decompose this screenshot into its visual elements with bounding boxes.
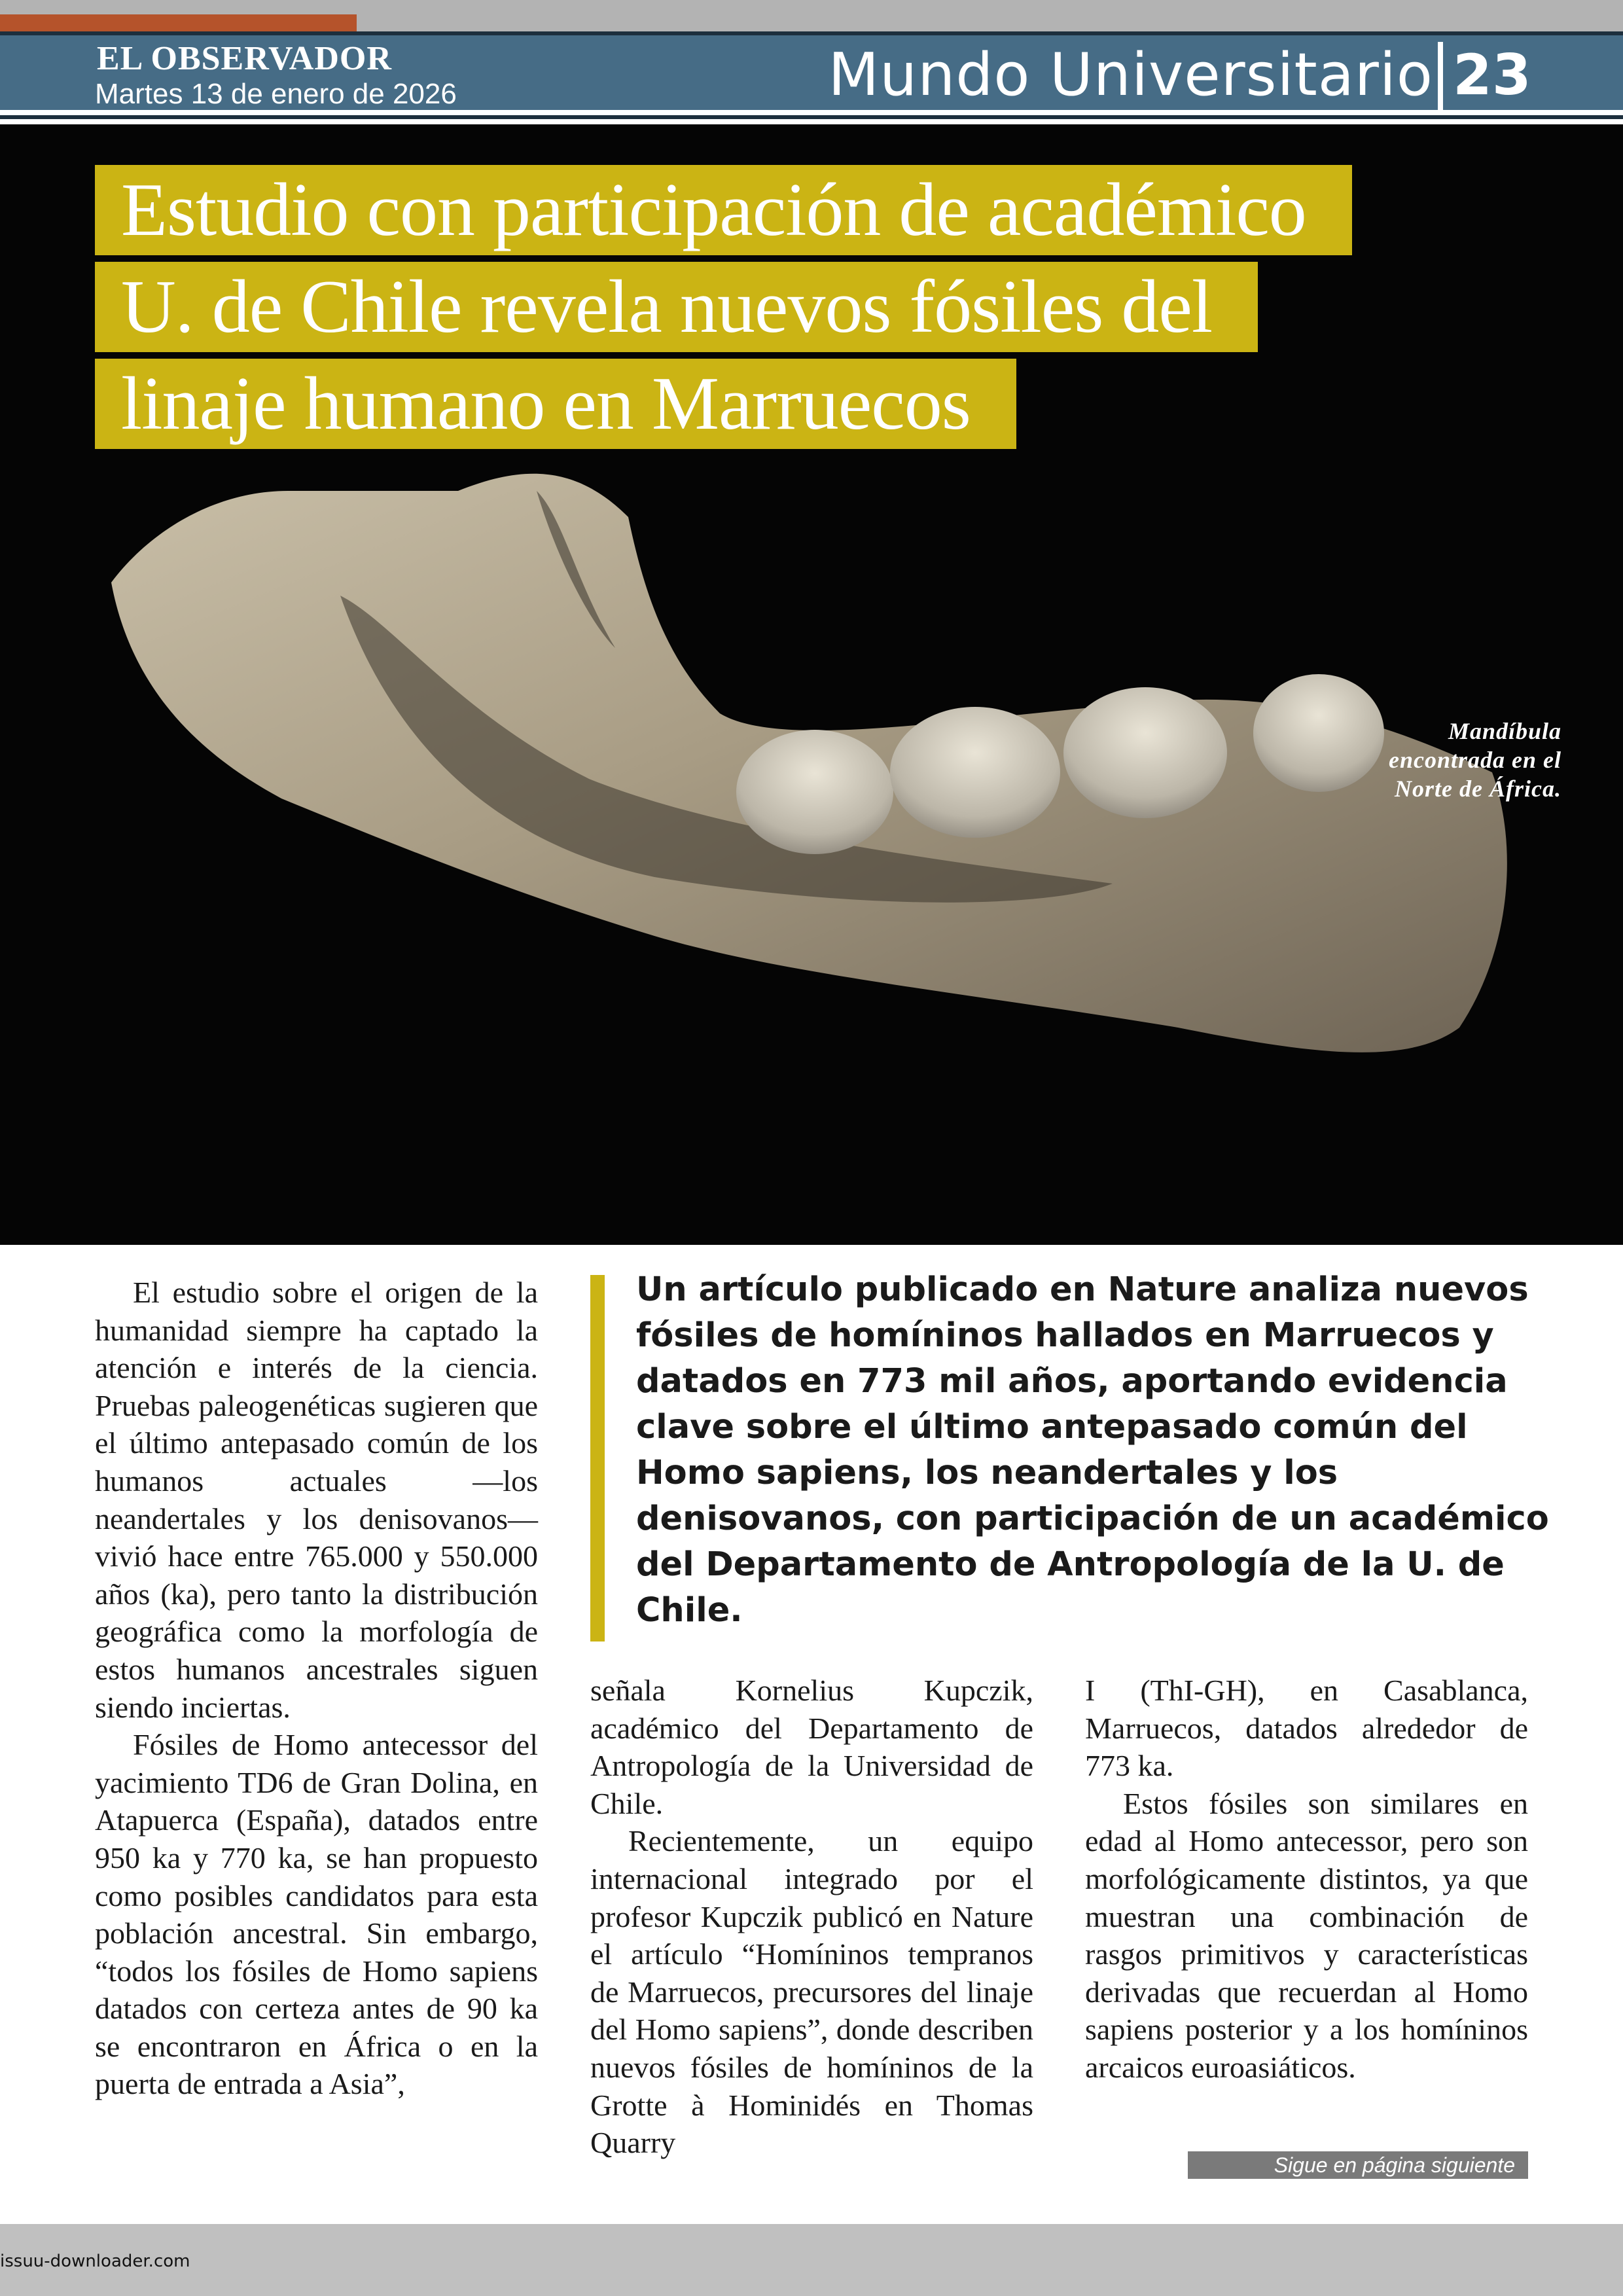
top-accent-bar — [0, 14, 357, 31]
headline-line-3: linaje humano en Marruecos — [95, 359, 1016, 449]
headline-line-2: U. de Chile revela nuevos fósiles del — [95, 262, 1258, 352]
tooth-2 — [890, 707, 1060, 838]
paragraph: Fósiles de Homo antecessor del yacimiento TD6 de Gran Dolina, en Atapuerca (España), datados entre 950 ka y 770 ka, se han propuesto como posibles candidatos para esta población ancestral. Sin embargo, “todos los fósiles de Homo sapiens datados con certeza antes de 90 ka se encontraron en África o en la puerta de entrada a Asia”, — [95, 1728, 538, 2101]
deck-summary: Un artículo publicado en Nature analiza nuevos fósiles de homíninos hallados en Marruecos y datados en 773 mil años, aportando evidencia clave sobre el último antepasado común del Homo sapiens, los neandertales y los denisovanos, con participación de un académico del Departamento de Antropología de la U. de Chile. — [636, 1270, 1549, 1630]
tooth-1 — [736, 730, 893, 854]
photo-caption: Mandíbula encontrada en el Norte de África. — [1389, 718, 1561, 802]
paragraph: El estudio sobre el origen de la humanidad siempre ha captado la atención e interés de la ciencia. Pruebas paleogenéticas sugieren que el último antepasado común de los humanos actuales —los neandertales y los denisovanos— vivió hace entre 765.000 y 550.000 años (ka), pero tanto la distribución geográfica como la morfología de estos humanos ancestrales siguen siendo inciertas. — [95, 1276, 538, 1724]
body-column-3 — [1085, 1672, 1528, 2087]
page-header — [0, 31, 1623, 115]
paragraph: señala Kornelius Kupczik, académico del Departamento de Antropología de la Universidad de Chile. — [590, 1674, 1033, 1820]
body-column-1 — [95, 1274, 538, 2103]
tooth-3 — [1063, 687, 1227, 818]
body-column-2 — [590, 1672, 1033, 2162]
page-divider — [1438, 42, 1443, 111]
dateline: Martes 13 de enero de 2026 — [95, 78, 457, 110]
page-number: 23 — [1453, 43, 1531, 108]
section-title: Mundo Universitario — [828, 41, 1433, 109]
headline — [95, 165, 1535, 456]
deck-accent-bar — [590, 1275, 605, 1641]
footer-watermark: issuu-downloader.com — [0, 2251, 190, 2271]
paragraph: I (ThI-GH), en Casablanca, Marruecos, datados alrededor de 773 ka. — [1085, 1674, 1528, 1783]
continue-next-page-label[interactable]: Sigue en página siguiente — [1188, 2151, 1528, 2179]
paragraph: Recientemente, un equipo internacional integrado por el profesor Kupczik publicó en Nature el artículo “Homíninos tempranos de Marruecos, precursores del linaje del Homo sapiens”, donde describen nuevos fósiles de homíninos de la Grotte à Hominidés en Thomas Quarry — [590, 1824, 1033, 2160]
masthead: EL OBSERVADOR — [97, 40, 392, 77]
paragraph: Estos fósiles son similares en edad al Homo antecessor, pero son morfológicamente distintos, ya que muestran una combinación de rasgos primitivos y características derivadas que recuerdan al Homo sapiens posterior y a los homíninos arcaicos euroasiáticos. — [1085, 1786, 1528, 2084]
footer-bar — [0, 2224, 1623, 2296]
headline-line-1: Estudio con participación de académico — [95, 165, 1352, 255]
